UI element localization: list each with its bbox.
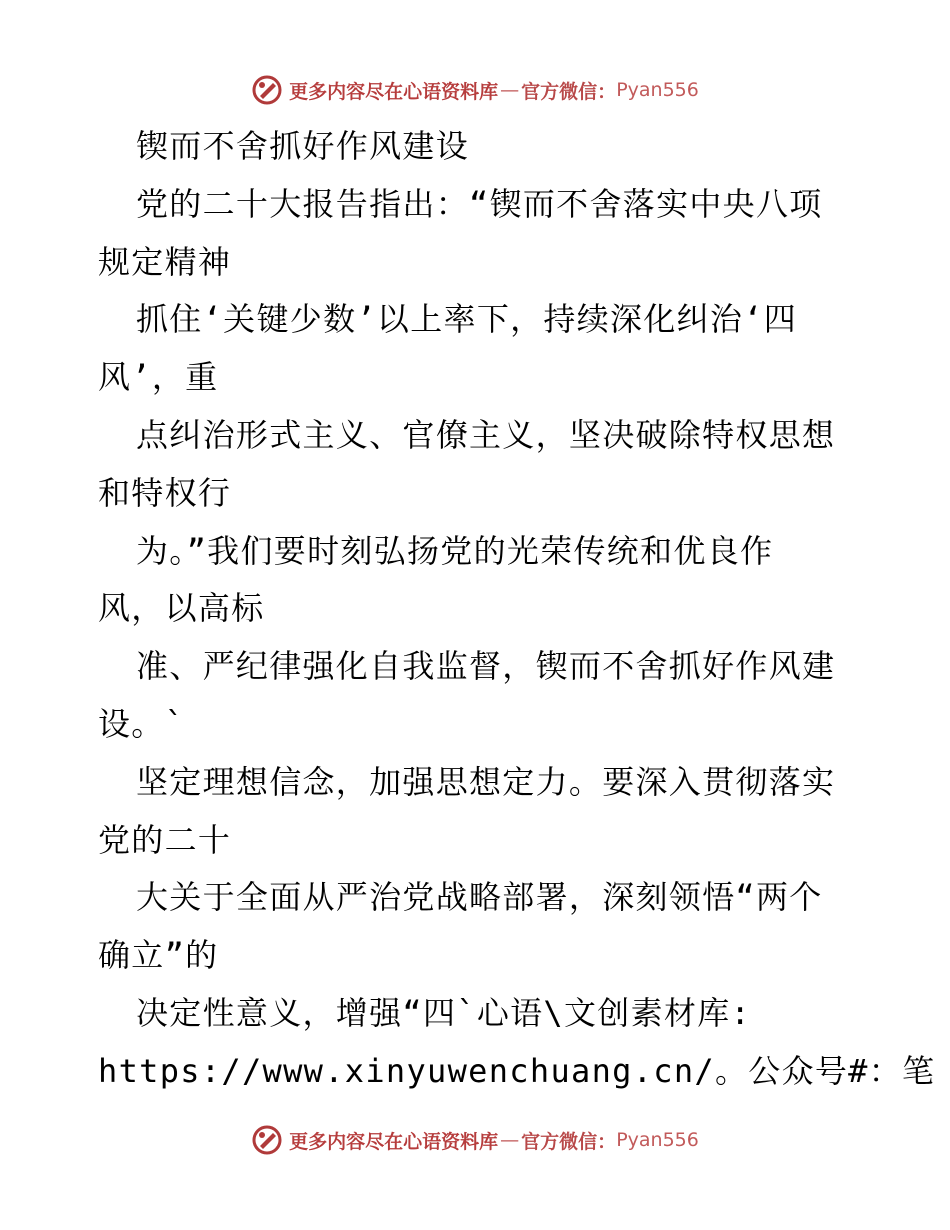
watermark-dash: — (500, 79, 520, 101)
watermark-text: 更多内容尽在心语资料库 (289, 80, 499, 103)
text-line: 和特权行 (98, 473, 232, 512)
logo-icon (251, 74, 283, 106)
watermark-wechat-id: Pyan556 (616, 79, 699, 101)
text-line: 风，以高标 (98, 589, 265, 628)
text-line: 确立”的 (98, 936, 219, 975)
text-line: 决定性意义，增强“四`心语\文创素材库: (136, 993, 752, 1032)
text-line: 点纠治形式主义、官僚主义，坚决破除特权思想 (136, 415, 836, 454)
document-body (98, 118, 936, 1101)
text-line: 坚定理想信念，加强思想定力。要深入贯彻落实 (136, 762, 836, 801)
text-line: 准、严纪律强化自我监督，锲而不舍抓好作风建 (136, 647, 836, 686)
text-line: 设。` (98, 704, 186, 743)
watermark-wechat-label: 官方微信： (521, 80, 617, 103)
text-line: 党的二十大报告指出：“锲而不舍落实中央八项 (136, 184, 823, 223)
text-line: 风’，重 (98, 358, 219, 397)
text-line: 大关于全面从严治党战略部署，深刻领悟“两个 (136, 878, 823, 917)
watermark-wechat-id: Pyan556 (616, 1129, 699, 1151)
text-line: 规定精神 (98, 242, 232, 281)
watermark-dash: — (500, 1129, 520, 1151)
text-line: 抓住‘关键少数’以上率下，持续深化纠治‘四 (136, 300, 798, 339)
watermark-wechat-label: 官方微信： (521, 1130, 617, 1153)
text-line: 为。”我们要时刻弘扬党的光荣传统和优良作 (136, 531, 774, 570)
text-line: https://www.xinyuwenchuang.cn/。公众号#：笔 (98, 1051, 936, 1090)
footer-watermark (0, 1120, 950, 1160)
logo-icon (251, 1124, 283, 1156)
watermark-text: 更多内容尽在心语资料库 (289, 1130, 499, 1153)
text-line: 党的二十 (98, 820, 232, 859)
header-watermark (0, 70, 950, 110)
text-line: 锲而不舍抓好作风建设 (136, 127, 470, 165)
